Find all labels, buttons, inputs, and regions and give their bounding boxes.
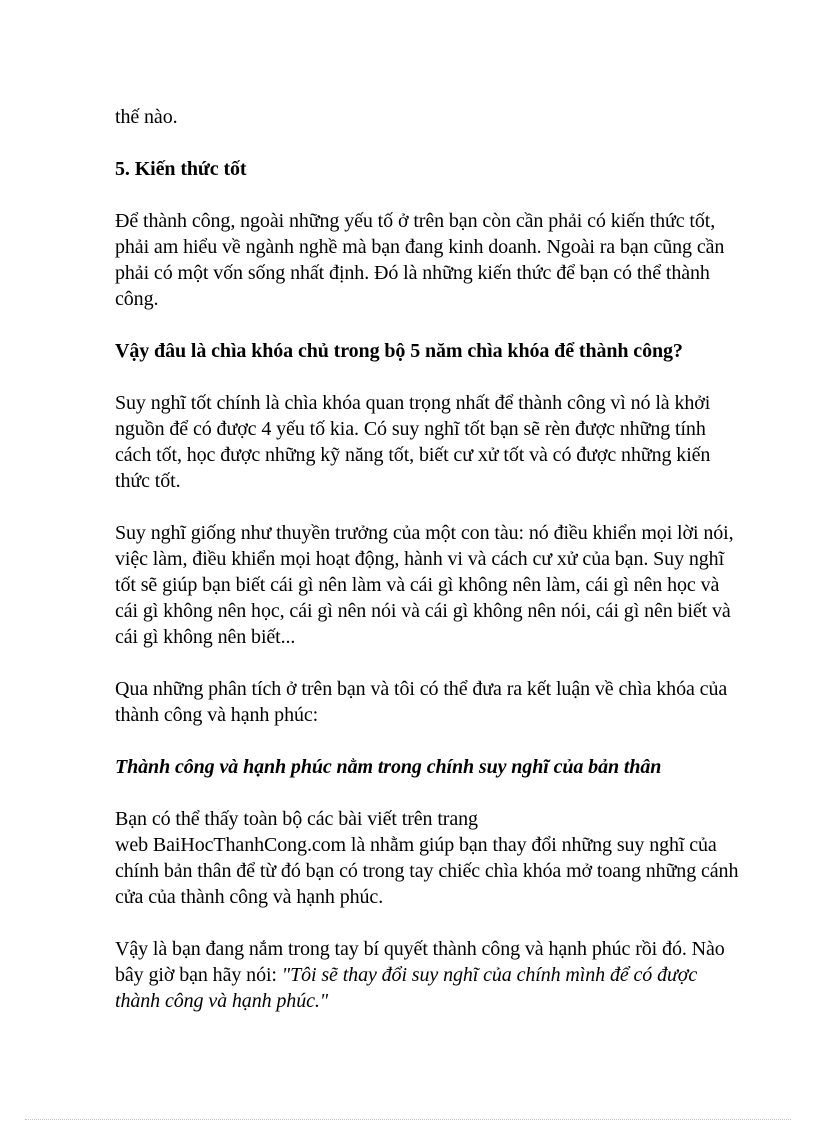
section-5-heading: 5. Kiến thức tốt — [115, 158, 247, 180]
website-line-2: web BaiHocThanhCong.com là nhằm giúp bạn thay đổi những suy nghĩ của chính bản thân để từ đó bạn có trong tay chiếc chìa khóa mở toang những cánh cửa của thành công và hạnh phúc. — [115, 834, 739, 908]
key-answer-paragraph: Suy nghĩ tốt chính là chìa khóa quan trọng nhất để thành công vì nó là khởi nguồn để có được 4 yếu tố kia. Có suy nghĩ tốt bạn sẽ rèn được những tính cách tốt, học được những kỹ năng tốt, biết cư xử tốt và có được những kiến thức tốt. — [115, 392, 711, 492]
section-5-body: Để thành công, ngoài những yếu tố ở trên bạn còn cần phải có kiến thức tốt, phải am hiểu về ngành nghề mà bạn đang kinh doanh. Ngoài ra bạn cũng cần phải có một vốn sống nhất định. Đó là những kiến thức để bạn có thể thành công. — [115, 210, 725, 310]
closing-text: Vậy là bạn đang nắm trong tay bí quyết thành công và hạnh phúc rồi đó. Nào bây giờ bạn hãy nói: — [115, 938, 725, 986]
website-line-1: Bạn có thể thấy toàn bộ các bài viết trên trang — [115, 808, 478, 830]
closing-paragraph — [115, 936, 745, 1014]
conclusion-statement: Thành công và hạnh phúc nằm trong chính suy nghĩ của bản thân — [115, 756, 662, 778]
conclusion-lead: Qua những phân tích ở trên bạn và tôi có thể đưa ra kết luận về chìa khóa của thành công và hạnh phúc: — [115, 678, 728, 726]
website-paragraph — [115, 806, 745, 910]
key-question-heading: Vậy đâu là chìa khóa chủ trong bộ 5 năm chìa khóa để thành công? — [115, 340, 683, 362]
page-bottom-divider — [25, 1119, 791, 1120]
intro-tail-text: thế nào. — [115, 106, 178, 128]
captain-analogy-paragraph: Suy nghĩ giống như thuyền trưởng của một con tàu: nó điều khiển mọi lời nói, việc làm, điều khiển mọi hoạt động, hành vi và cách cư xử của bạn. Suy nghĩ tốt sẽ giúp bạn biết cái gì nên làm và cái gì không nên làm, cái gì nên học và cái gì không nên học, cái gì nên nói và cái gì không nên nói, cái gì nên biết và cái gì không nên biết... — [115, 522, 734, 648]
closing-quote: "Tôi sẽ thay đổi suy nghĩ của chính mình để có được thành công và hạnh phúc." — [115, 964, 698, 1012]
document-page — [115, 104, 745, 1014]
